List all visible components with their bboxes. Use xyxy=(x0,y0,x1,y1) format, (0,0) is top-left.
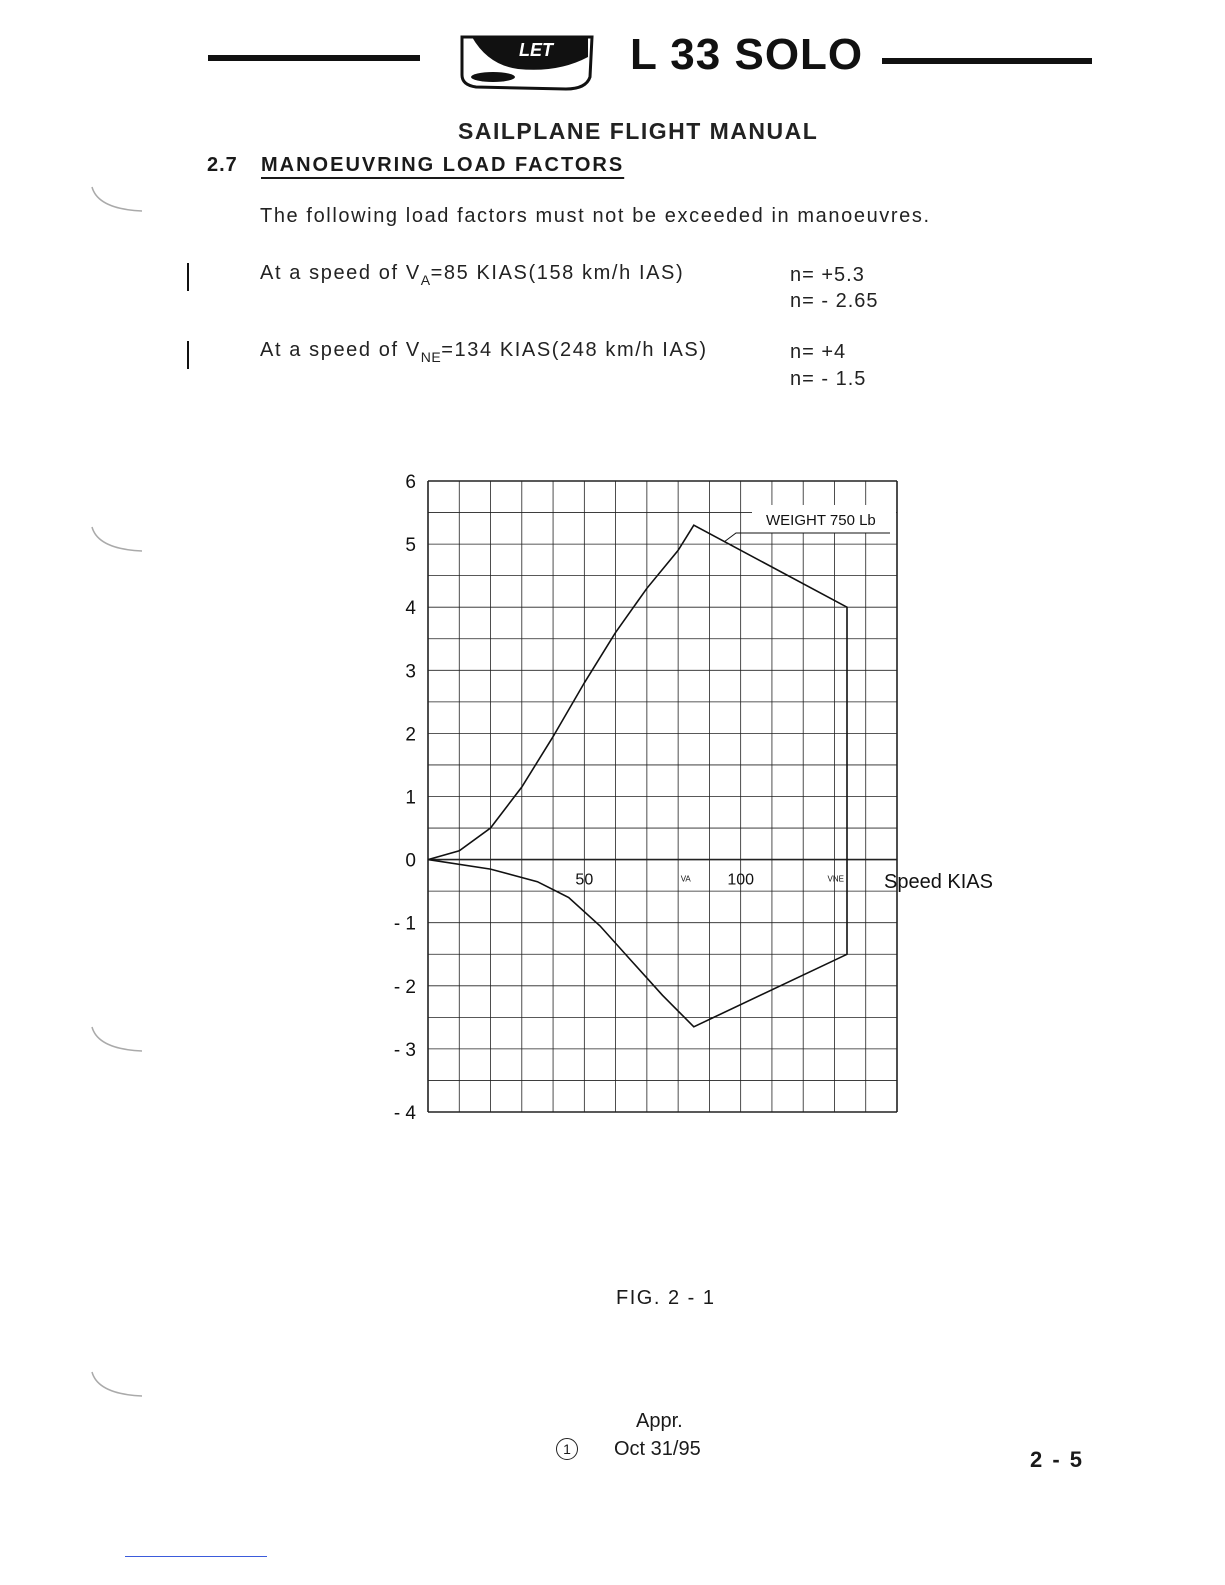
y-tick-label: 5 xyxy=(405,535,416,557)
weight-label: WEIGHT 750 Lb xyxy=(766,512,876,529)
load-factor-negative: n= - 2.65 xyxy=(790,290,879,312)
y-tick-label: 6 xyxy=(405,472,416,493)
y-tick-label: 2 xyxy=(405,724,416,746)
speed-marks xyxy=(681,875,844,884)
speed-row-value: =85 KIAS(158 km/h IAS) xyxy=(430,262,685,284)
x-tick-labels xyxy=(575,872,754,889)
y-tick-label: 0 xyxy=(405,850,416,872)
speed-row-prefix: At a speed of V xyxy=(260,339,421,361)
y-tick-label: 4 xyxy=(405,598,416,620)
y-tick-labels xyxy=(394,472,417,1124)
approval-label: Appr. xyxy=(636,1410,683,1432)
page-number: 2 - 5 xyxy=(1030,1447,1085,1472)
speed-mark-label: VA xyxy=(680,874,691,884)
y-tick-label: - 2 xyxy=(393,976,416,998)
load-factor-negative: n= - 1.5 xyxy=(790,368,867,390)
speed-subscript: A xyxy=(420,272,431,288)
section-title: MANOEUVRING LOAD FACTORS xyxy=(261,154,625,176)
y-tick-label: - 3 xyxy=(393,1039,416,1061)
speed-row-value: =134 KIAS(248 km/h IAS) xyxy=(441,339,708,361)
speed-mark-label: VNE xyxy=(827,874,844,884)
y-tick-label: - 4 xyxy=(393,1103,416,1124)
section-number: 2.7 xyxy=(207,154,238,176)
page-bottom-mark xyxy=(125,1556,267,1557)
load-factor-positive: n= +5.3 xyxy=(790,264,865,286)
speed-subscript: NE xyxy=(420,349,442,365)
logo-text: LET xyxy=(519,40,553,60)
load-factor-positive: n= +4 xyxy=(790,341,847,363)
figure-caption: FIG. 2 - 1 xyxy=(616,1287,716,1309)
speed-row-prefix: At a speed of V xyxy=(260,262,421,284)
approval-date: Oct 31/95 xyxy=(614,1438,701,1460)
manual-title: SAILPLANE FLIGHT MANUAL xyxy=(458,118,819,144)
x-tick-label: 50 xyxy=(575,871,594,889)
y-tick-label: - 1 xyxy=(393,913,416,935)
revision-number: 1 xyxy=(556,1438,578,1460)
document-title: L 33 SOLO xyxy=(630,30,864,79)
weight-annotation xyxy=(724,505,896,542)
intro-text: The following load factors must not be exceeded in manoeuvres. xyxy=(260,205,931,227)
chart-grid xyxy=(428,481,897,1112)
x-tick-label: 100 xyxy=(727,871,755,889)
x-axis-label: Speed KIAS xyxy=(884,871,993,893)
y-tick-label: 1 xyxy=(405,787,416,809)
y-tick-label: 3 xyxy=(405,661,416,683)
